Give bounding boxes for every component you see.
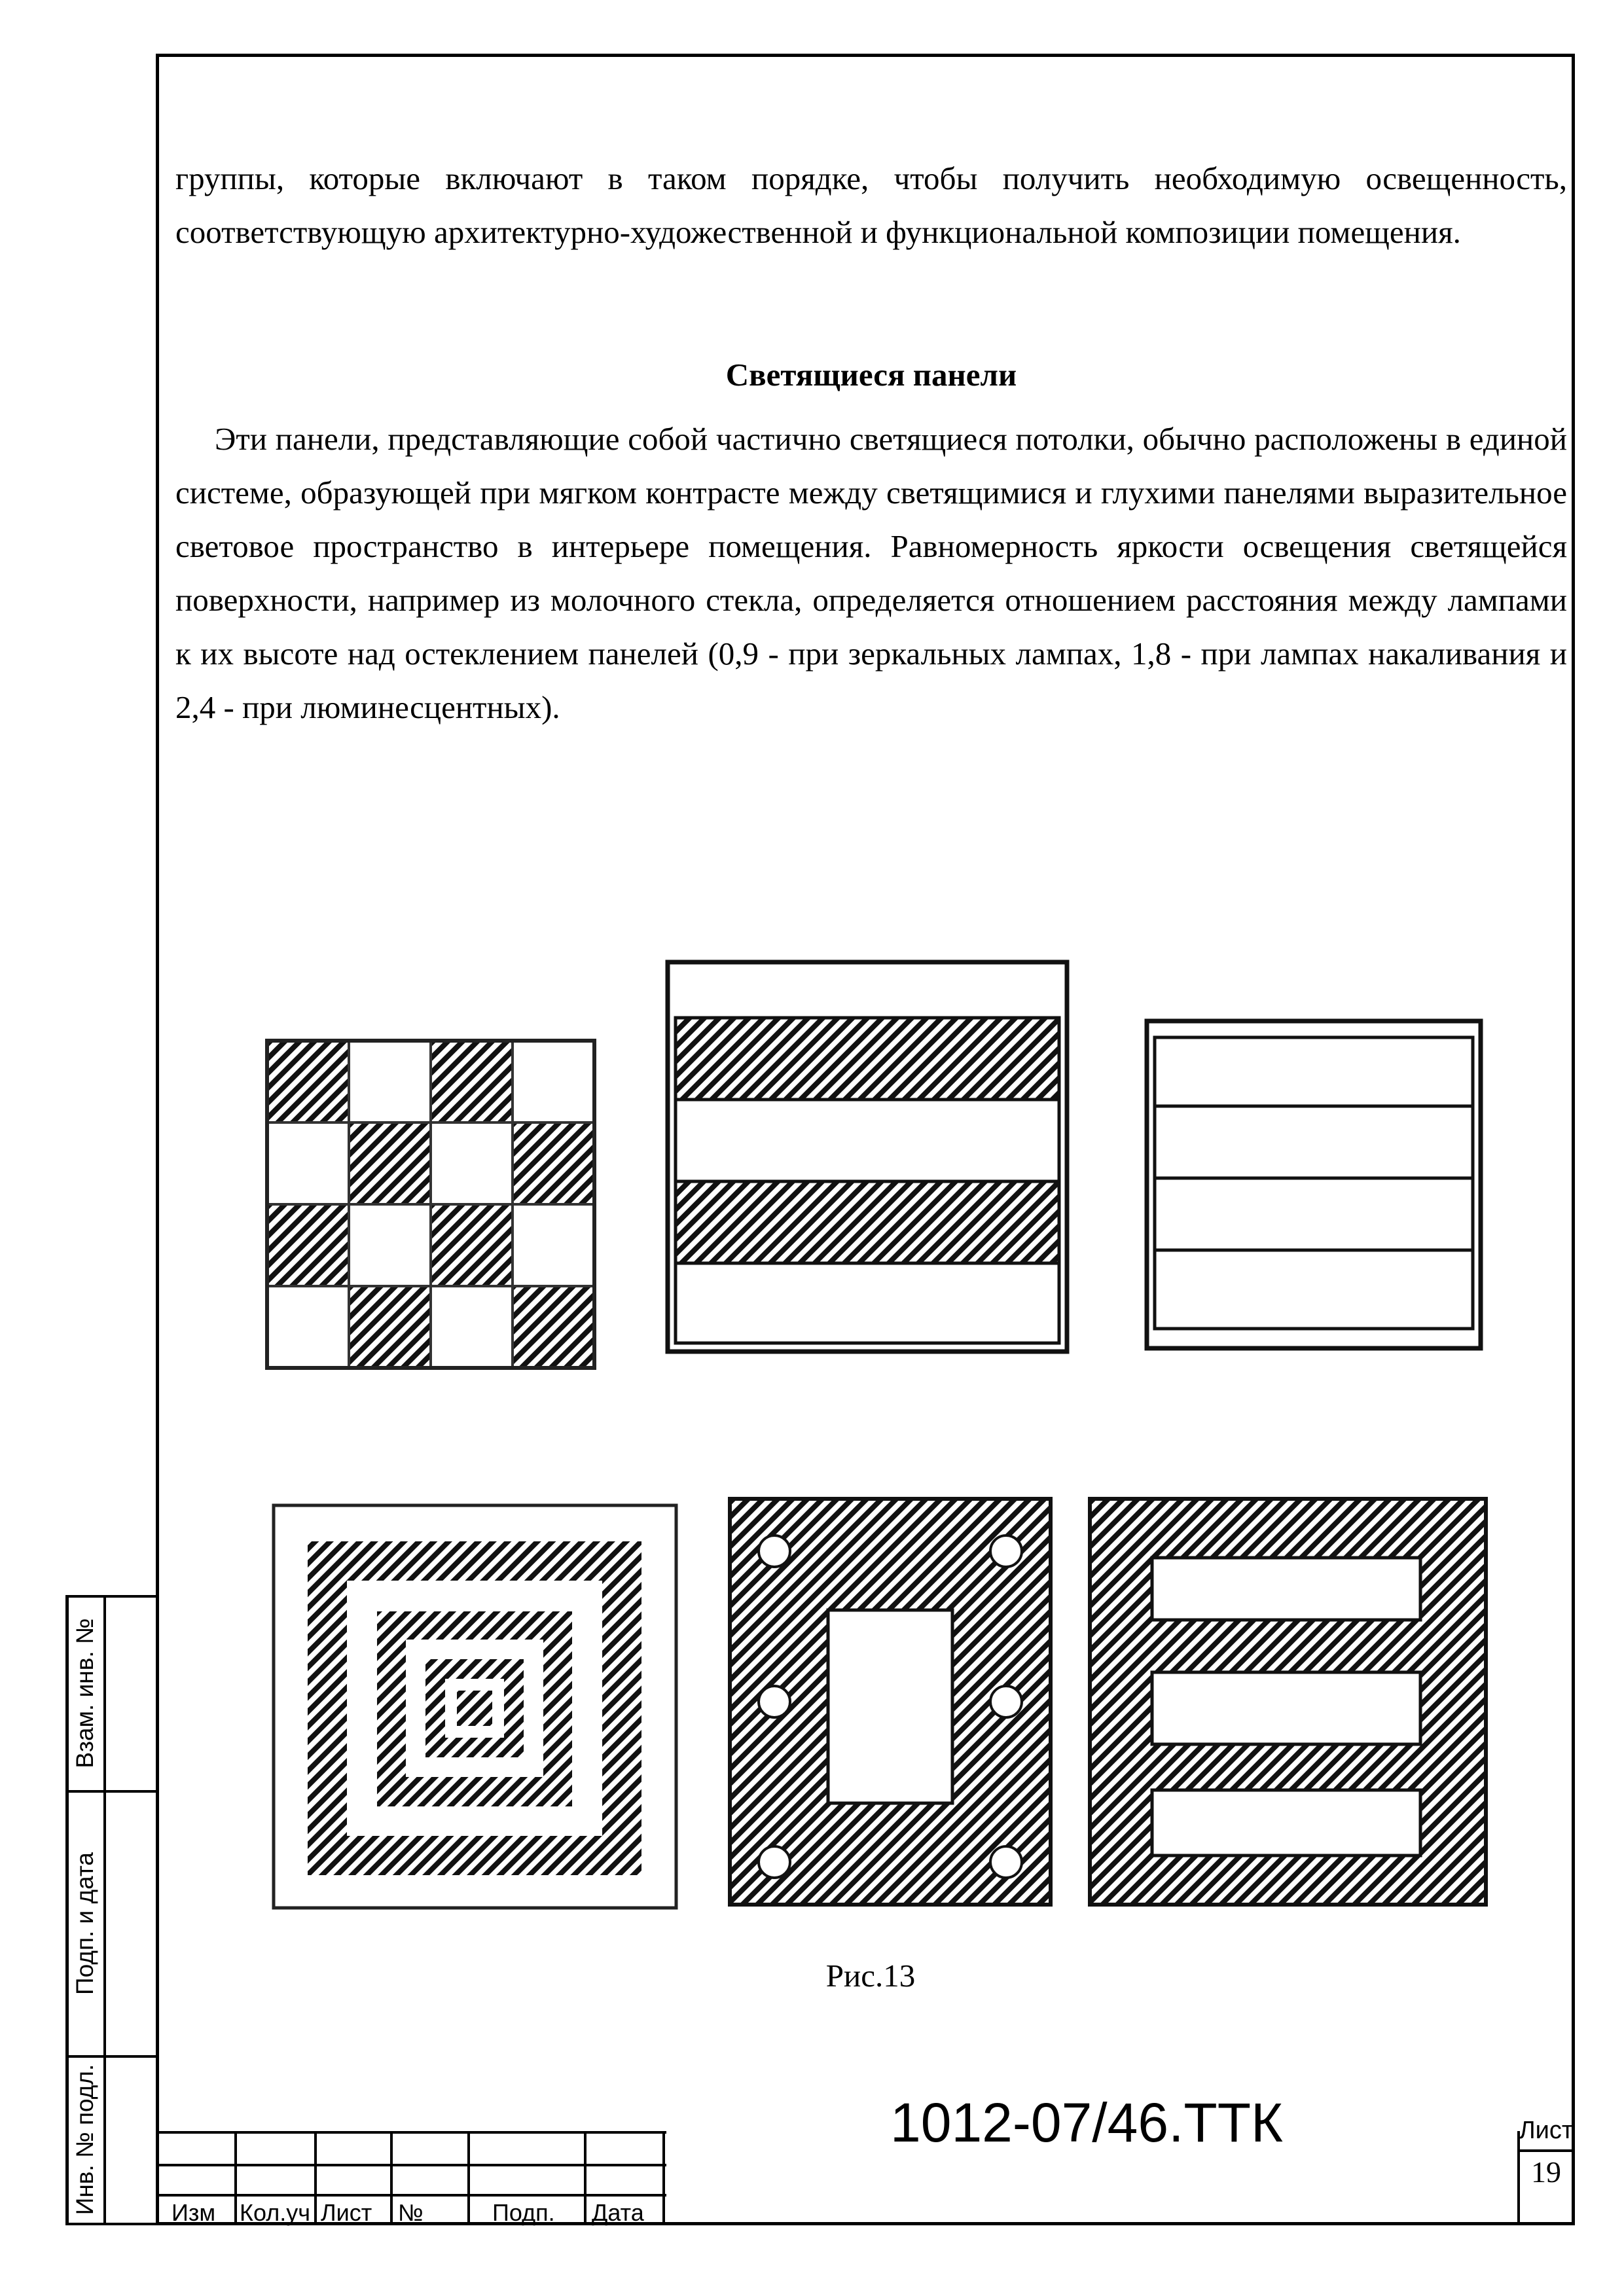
checker-cell [431,1204,513,1286]
col-sheet: Лист [321,2199,372,2226]
title-block-line [234,2131,237,2225]
checker-cell [267,1041,349,1122]
col-number: № [398,2199,424,2226]
title-block-line [390,2131,393,2225]
panel-checkerboard [267,1041,594,1368]
checker-cell [431,1286,513,1368]
checker-cell [267,1286,349,1368]
title-block-line [156,2194,666,2197]
panel-plain-rows [1147,1021,1481,1348]
col-date: Дата [592,2199,644,2226]
checker-cell [513,1041,594,1122]
title-block-line [584,2131,586,2225]
section-heading: Светящиеся панели [725,357,1017,393]
title-block-line [1517,2149,1575,2152]
paragraph-2: Эти панели, представляющие собой частично светящиеся потолки, обычно расположены в единой системе, образующей при мягком контрасте между светящимися и глухими панелями выразительное световое пространство в интерьере помещения. Равномерность яркости освещения светящейся поверхности, например из молочного стекла, определяется отношением расстояния между лампами к их высоте над остеклением панелей (0,9 - при зеркальных лампах, 1,8 - при лампах накаливания и 2,4 - при люминесцентных). [175,421,1567,725]
panel-striped-rows [668,962,1067,1352]
checker-cell [349,1286,431,1368]
col-count: Кол.уч [240,2199,310,2226]
title-block-line [156,2164,666,2166]
checker-cell [513,1286,594,1368]
panel-concentric-squares [274,1505,676,1908]
checker-cell [349,1122,431,1204]
checker-cell [513,1204,594,1286]
sign-date-label: Подп. и дата [71,1852,98,1995]
panel-e-shaped [1090,1499,1486,1905]
checker-cell [513,1122,594,1204]
side-strip-border [65,1595,69,2225]
col-change: Изм [171,2199,216,2226]
figure-light-panels [249,942,1492,1937]
col-signature: Подп. [492,2199,555,2226]
checker-cell [349,1041,431,1122]
side-strip-divider [103,1595,106,2225]
title-block-line [156,2131,666,2134]
sheet-number: 19 [1531,2155,1561,2189]
checker-cell [267,1122,349,1204]
checker-cell [267,1204,349,1286]
title-block-line [314,2131,317,2225]
checker-cell [431,1041,513,1122]
title-block-line [467,2131,470,2225]
sheet-label: Лист [1519,2117,1574,2144]
figure-caption: Рис.13 [825,1958,916,1994]
paragraph-1: группы, которые включают в таком порядке, чтобы получить необходимую освещенность, соответствующую архитектурно-художественной и функциональной композиции помещения. [175,160,1567,250]
document-code: 1012-07/46.ТТК [890,2092,1283,2153]
inv-replace-label: Взам. инв. № [71,1618,98,1768]
panel-frame-with-holes [730,1499,1051,1905]
inv-original-label: Инв. № подл. [71,2064,98,2215]
checker-cell [431,1122,513,1204]
checker-cell [349,1204,431,1286]
